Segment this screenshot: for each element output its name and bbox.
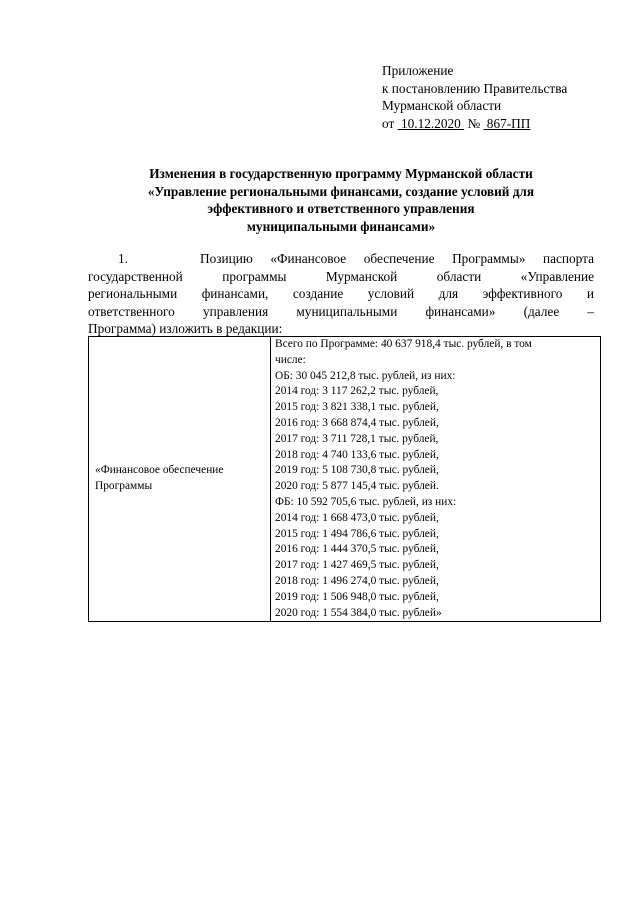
title-line-2: «Управление региональными финансами, создание условий для	[147, 183, 535, 199]
paragraph-line-4: ответственного управления муниципальными финансами» (далее –	[88, 303, 594, 319]
financing-line: 2017 год: 1 427 469,5 тыс. рублей,	[275, 559, 439, 572]
date-prefix: от	[382, 115, 395, 131]
financing-line: 2015 год: 3 821 338,1 тыс. рублей,	[275, 401, 439, 414]
paragraph-line-5: Программа) изложить в редакции:	[88, 321, 283, 336]
appendix-block	[382, 62, 567, 132]
financing-label-line-2: Программы	[95, 480, 153, 493]
financing-values-cell	[271, 337, 601, 622]
table-row	[89, 337, 601, 622]
financing-line: 2014 год: 3 117 262,2 тыс. рублей,	[275, 385, 439, 398]
financing-label-line-1: «Финансовое обеспечение	[95, 464, 224, 477]
document-title	[88, 165, 594, 235]
financing-line: 2019 год: 1 506 948,0 тыс. рублей,	[275, 590, 439, 603]
appendix-date-number	[382, 115, 567, 133]
number-label: №	[467, 115, 481, 131]
financing-line: 2020 год: 1 554 384,0 тыс. рублей»	[275, 606, 442, 619]
financing-line: 2017 год: 3 711 728,1 тыс. рублей,	[275, 432, 439, 445]
title-line-1: Изменения в государственную программу Мурманской области	[149, 166, 533, 181]
financing-table	[88, 336, 601, 622]
financing-label-cell	[89, 337, 271, 622]
financing-line: 2015 год: 1 494 786,6 тыс. рублей,	[275, 527, 439, 540]
financing-line: 2016 год: 1 444 370,5 тыс. рублей,	[275, 543, 439, 556]
paragraph-line-3: региональными финансами, создание условий для эффективного и	[88, 286, 594, 301]
paragraph-number: 1.	[118, 251, 128, 266]
title-line-3: эффективного и ответственного управления	[207, 201, 475, 216]
financing-line: ФБ: 10 592 705,6 тыс. рублей, из них:	[275, 495, 457, 508]
resolution-number: 867-ПП	[486, 115, 531, 131]
resolution-date: 10.12.2020	[400, 115, 461, 131]
financing-line: Всего по Программе: 40 637 918,4 тыс. рублей, в том	[275, 338, 532, 350]
financing-line: 2018 год: 4 740 133,6 тыс. рублей,	[275, 448, 439, 461]
financing-line: ОБ: 30 045 212,8 тыс. рублей, из них:	[275, 369, 456, 382]
title-line-4: муниципальными финансами»	[246, 218, 436, 234]
financing-line: 2020 год: 5 877 145,4 тыс. рублей.	[275, 480, 439, 493]
appendix-resolution: к постановлению Правительства	[382, 80, 568, 96]
financing-line: 2019 год: 5 108 730,8 тыс. рублей,	[275, 464, 439, 477]
paragraph-1	[88, 250, 594, 338]
paragraph-line-2: государственной программы Мурманской области «Управление	[88, 268, 594, 284]
financing-line: 2016 год: 3 668 874,4 тыс. рублей,	[275, 416, 439, 429]
appendix-label: Приложение	[382, 63, 454, 78]
financing-line: 2018 год: 1 496 274,0 тыс. рублей,	[275, 574, 439, 587]
paragraph-line-1: 1. Позицию «Финансовое обеспечение Программы» паспорта	[88, 250, 594, 268]
financing-line: 2014 год: 1 668 473,0 тыс. рублей,	[275, 511, 439, 524]
appendix-region: Мурманской области	[382, 98, 502, 113]
financing-line: числе:	[275, 353, 306, 366]
